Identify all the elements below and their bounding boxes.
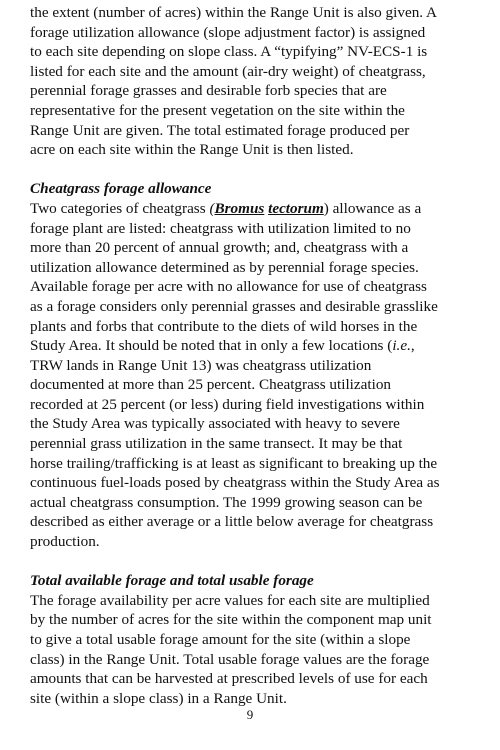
text-line: perennial forage grasses and desirable forb species that are [30,82,387,100]
text-line: Available forage per acre with no allowance for use of cheatgrass [30,278,427,296]
text-line: horse trailing/trafficking is at least as significant to breaking up the [30,454,438,472]
text-line: continuous fuel-loads posed by cheatgrass within the Study Area as [30,474,440,492]
text-line: documented at more than 25 percent. Cheatgrass utilization [30,376,392,394]
text-line: as a forage considers only perennial grasses and desirable grasslike [30,297,438,315]
text-line: acre on each site within the Range Unit is then listed. [30,141,354,159]
text-line: plants and forbs that contribute to the diets of wild horses in the [30,317,418,335]
text-line [30,199,478,219]
text-fragment: Two categories of cheatgrass [30,199,210,217]
scientific-name-genus: Bromus [214,199,265,217]
scientific-name-species: tectorum [268,199,324,217]
text-line: Range Unit are given. The total estimated forage produced per [30,121,410,139]
paren-close: ) [323,199,329,217]
text-line: perennial grass utilization in the same transect. It may be that [30,435,403,453]
text-fragment: allowance as a [328,199,422,217]
text-fragment: , [410,337,415,355]
text-line: more than 20 percent of annual growth; and, cheatgrass with a [30,239,409,257]
text-line: actual cheatgrass consumption. The 1999 growing season can be [30,493,423,511]
section-heading-cheatgrass: Cheatgrass forage allowance [30,180,212,198]
text-line: to give a total usable forage amount for the site (within a slope [30,631,411,648]
text-line: the Study Area was typically associated with heavy to severe [30,415,400,433]
text-line: recorded at 25 percent (or less) during field investigations within [30,395,425,413]
intro-paragraph [30,3,478,160]
text-line: The forage availability per acre values for each site are multiplied [30,591,430,609]
text-fragment: Study Area. It should be noted that in only a few locations ( [30,337,393,355]
cheatgrass-section [30,179,478,551]
page-number: 9 [246,707,254,722]
document-page [30,3,478,708]
text-line: forage plant are listed: cheatgrass with utilization limited to no [30,219,411,237]
paragraph-gap [30,160,478,180]
section-heading-total-forage: Total available forage and total usable forage [30,572,314,590]
text-line: described as either average or a little below average for cheatgrass [30,513,434,531]
text-line: the extent (number of acres) within the Range Unit is also given. A [30,4,438,21]
text-line: production. [30,533,100,551]
paragraph-gap [30,552,478,572]
text-line: by the number of acres for the site within the component map unit [30,611,432,629]
abbreviation-ie: i.e. [392,337,411,355]
text-line [30,336,478,356]
text-line: forage utilization allowance (slope adjustment factor) is assigned [30,23,426,41]
paren-open: ( [209,199,215,217]
text-line: TRW lands in Range Unit 13) was cheatgrass utilization [30,356,372,374]
text-line: site (within a slope class) in a Range Unit. [30,689,287,707]
text-line: representative for the present vegetation on the site within the [30,101,405,119]
text-line: listed for each site and the amount (air-dry weight) of cheatgrass, [30,62,426,80]
text-line: class) in the Range Unit. Total usable forage values are the forage [30,650,430,668]
total-forage-section [30,571,478,708]
text-line: utilization allowance determined as by perennial forage species. [30,258,419,276]
text-line: amounts that can be harvested at prescribed levels of use for each [30,670,428,688]
text-line: to each site depending on slope class. A “typifying” NV-ECS-1 is [30,43,428,61]
